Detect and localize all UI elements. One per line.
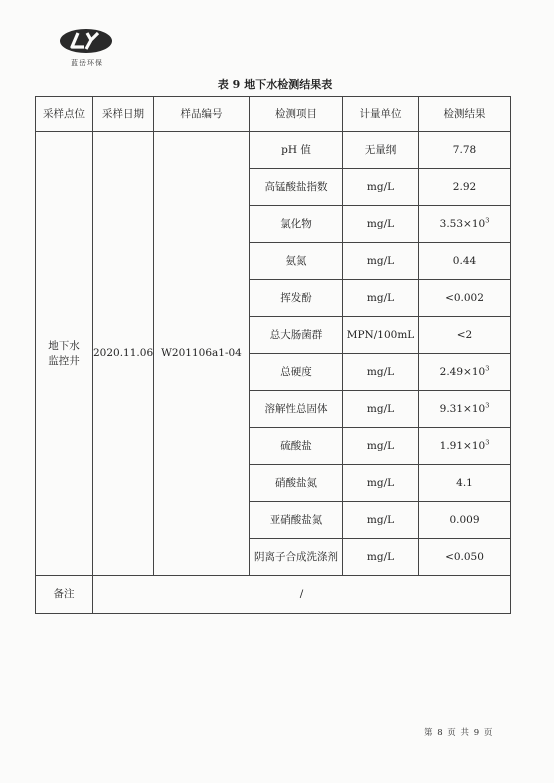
result: 0.009: [419, 502, 511, 539]
result: 7.78: [419, 132, 511, 169]
unit: mg/L: [343, 391, 419, 428]
test-item: 阴离子合成洗涤剂: [250, 539, 343, 576]
unit: mg/L: [343, 354, 419, 391]
test-item: 挥发酚: [250, 280, 343, 317]
test-item: 硫酸盐: [250, 428, 343, 465]
unit: mg/L: [343, 280, 419, 317]
column-header: 检测项目: [250, 97, 343, 132]
column-header: 采样点位: [36, 97, 93, 132]
unit: mg/L: [343, 206, 419, 243]
remark-row: [36, 576, 511, 614]
result: $2.49\times 10^3$: [419, 354, 511, 391]
column-header: 检测结果: [419, 97, 511, 132]
test-item: 溶解性总固体: [250, 391, 343, 428]
result: 4.1: [419, 465, 511, 502]
test-item: 总大肠菌群: [250, 317, 343, 354]
unit: 无量纲: [343, 132, 419, 169]
page-number: 第 8 页 共 9 页: [424, 728, 493, 738]
table-number: 表 9: [217, 78, 241, 91]
test-item: pH 值: [250, 132, 343, 169]
table-caption: [0, 76, 554, 92]
test-item: 氨氮: [250, 243, 343, 280]
test-item: 氯化物: [250, 206, 343, 243]
column-header: 计量单位: [343, 97, 419, 132]
test-item: 总硬度: [250, 354, 343, 391]
sampling-site: 地下水监控井: [36, 132, 93, 576]
column-header: 采样日期: [93, 97, 154, 132]
column-header: 样品编号: [154, 97, 250, 132]
unit: mg/L: [343, 465, 419, 502]
sample-id: W201106a1-04: [154, 132, 250, 576]
logo-text: 蓝岳环保: [71, 59, 103, 67]
test-item: 亚硝酸盐氮: [250, 502, 343, 539]
result: <0.002: [419, 280, 511, 317]
result: <2: [419, 317, 511, 354]
unit: mg/L: [343, 169, 419, 206]
result: <0.050: [419, 539, 511, 576]
table-header-row: [36, 97, 511, 132]
unit: mg/L: [343, 428, 419, 465]
sampling-date: 2020.11.06: [93, 132, 154, 576]
result: $3.53\times 10^3$: [419, 206, 511, 243]
remark-label: 备注: [36, 576, 93, 614]
table-title: 地下水检测结果表: [244, 78, 333, 91]
result-table: [35, 96, 511, 614]
result: $1.91\times 10^3$: [419, 428, 511, 465]
remark-value: /: [93, 576, 511, 614]
test-item: 高锰酸盐指数: [250, 169, 343, 206]
table-row: [36, 132, 511, 169]
unit: mg/L: [343, 502, 419, 539]
result: 0.44: [419, 243, 511, 280]
result: $9.31\times 10^3$: [419, 391, 511, 428]
result: 2.92: [419, 169, 511, 206]
unit: mg/L: [343, 539, 419, 576]
unit: MPN/100mL: [343, 317, 419, 354]
unit: mg/L: [343, 243, 419, 280]
test-item: 硝酸盐氮: [250, 465, 343, 502]
